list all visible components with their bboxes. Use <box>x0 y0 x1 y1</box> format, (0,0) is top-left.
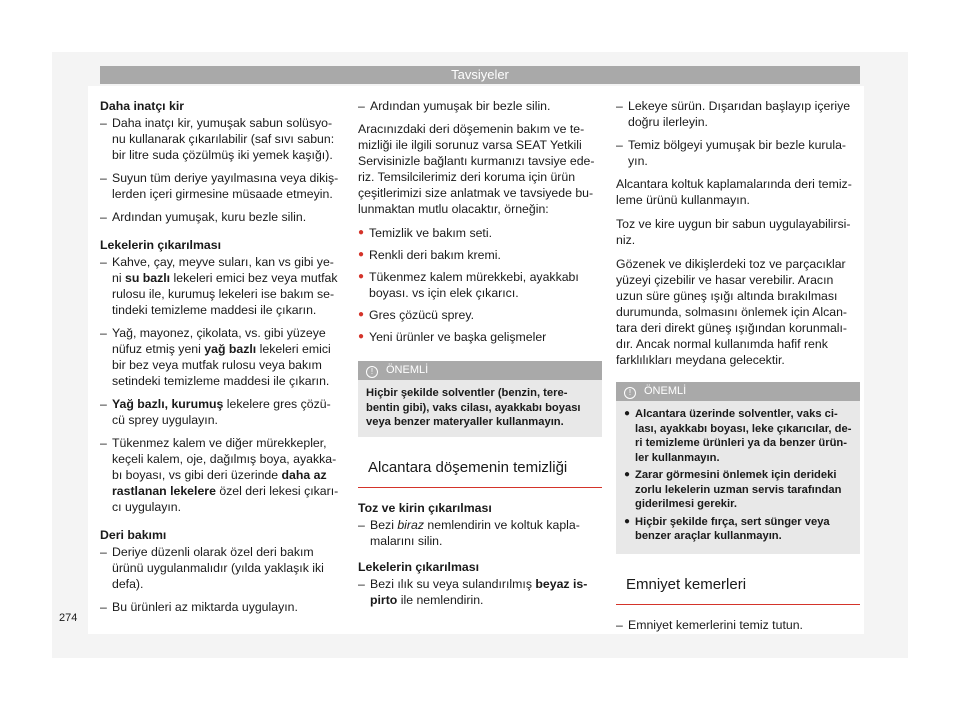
text: Kahve, çay, meyve suları, kan vs gibi ye- ni <box>112 255 334 285</box>
list-item: – Bu ürünleri az miktarda uygulayın. <box>100 599 344 615</box>
list-item: – Ardından yumuşak bir bezle silin. <box>358 98 602 114</box>
subheading: Toz ve kirin çıkarılması <box>358 500 492 515</box>
page-number: 274 <box>59 612 78 624</box>
list-item: – Deriye düzenli olarak özel deri bakım ürünü uygulanmalıdır (yılda yaklaşık iki defa). <box>100 544 344 592</box>
list-item: – Suyun tüm deriye yayılmasına veya dikiş- lerden içeri girmesine müsaade etmeyin. <box>100 170 344 202</box>
page-header: Tavsiyeler <box>100 66 860 84</box>
list-item <box>100 396 344 428</box>
section-heading: Emniyet kemerleri <box>616 576 860 605</box>
column-right <box>616 98 860 640</box>
text: ile nemlendirin. <box>397 592 484 607</box>
note-body: Hiçbir şekilde solventler (benzin, tere- bentin gibi), vaks cilası, ayakkabı boyası veya benzer materyaller kullanmayın. <box>366 387 581 428</box>
bullet-item: ● Temizlik ve bakım seti. <box>358 225 602 241</box>
note-title: ÖNEMLİ <box>644 385 687 397</box>
paragraph: Alcantara koltuk kaplamalarında deri temiz- leme ürünü kullanmayın. <box>616 177 852 207</box>
list-item: – Emniyet kemerlerini temiz tutun. <box>616 617 860 633</box>
warning-note <box>358 361 602 437</box>
bold-text: yağ bazlı <box>204 342 257 356</box>
list-item <box>100 254 344 318</box>
text: Yağ, mayonez, çikolata, vs. gibi yüzeye nüfuz etmiş yeni <box>112 326 326 356</box>
text: Bezi ılık su veya sulandırılmış <box>370 576 536 591</box>
paragraph: Gözenek ve dikişlerdeki toz ve parçacıklar yüzeyi çizebilir ve hasar verebilir. Aracın uzun süre güneş ışığı altında bırakılması durumunda, solmasını önlemek için Alcan- tara deri direkt güneş ışığından korunmalı- dır. Ancak normal kullanımda hafif renk farklılıkları meydana gelecektir. <box>616 257 848 367</box>
bold-text: beyaz is- pirto <box>370 576 588 607</box>
list-item: – Temiz bölgeyi yumuşak bir bezle kurula- yın. <box>616 137 860 169</box>
list-item: – Ardından yumuşak, kuru bezle silin. <box>100 209 344 225</box>
bullet-item: ● Zarar görmesini önlemek için derideki zorlu lekelerin uzman servis tarafından giderilmesi gerekir. <box>624 468 852 512</box>
subheading: Lekelerin çıkarılması <box>358 559 479 574</box>
column-left <box>100 98 344 622</box>
list-item <box>358 576 602 608</box>
note-header <box>616 382 860 401</box>
list-item: – Daha inatçı kir, yumuşak sabun solüsyo- nu kullanarak çıkarılabilir (saf sıvı sabun: bir litre suda çözülmüş iki yemek kaşığı). <box>100 115 344 163</box>
note-title: ÖNEMLİ <box>386 364 429 376</box>
text: lekeleri emici bez veya mutfak rulosu ile, kurumuş lekeleri ise bakım se- tindeki temizleme maddesi ile çıkarın. <box>112 271 338 317</box>
bullet-item: ● Gres çözücü sprey. <box>358 307 602 323</box>
paragraph: Aracınızdaki deri döşemenin bakım ve te- mizliği ile ilgili sorunuz varsa SEAT Yetkili Servisinizle bağlantı kurmanızı tavsiye ede- riz. Temsilcilerimiz deri koruma için ürün çeşitlerimizi size anlatmak ve tavsiyede bu- lunmaktan mutlu olacaktır, örneğin: <box>358 122 595 216</box>
text: nemlendirin ve koltuk kapla- malarını silin. <box>370 517 580 548</box>
text: lekeleri emici bir bez veya mutfak rulosu veya bakım setindeki temizleme maddesi ile çıkarın. <box>112 342 331 388</box>
italic-text: biraz <box>397 517 424 532</box>
subheading: Daha inatçı kir <box>100 99 185 113</box>
list-item <box>100 435 344 515</box>
section-heading: Alcantara döşemenin temizliği <box>358 459 602 488</box>
bullet-item: ● Hiçbir şekilde fırça, sert sünger veya benzer araçlar kullanmayın. <box>624 515 852 544</box>
exclamation-circle-icon: ! <box>366 366 378 378</box>
bullet-item: ● Tükenmez kalem mürekkebi, ayakkabı boyası. vs için elek çıkarıcı. <box>358 269 602 301</box>
list-item: – Lekeye sürün. Dışarıdan başlayıp içeriye doğru ilerleyin. <box>616 98 860 130</box>
text: Bezi <box>370 517 398 532</box>
exclamation-circle-icon: ! <box>624 387 636 399</box>
bullet-item: ● Alcantara üzerinde solventler, vaks ci- lası, ayakkabı boyası, leke çıkarıcılar, de- ri temizleme ürünleri ya da benzer ürün- ler kullanmayın. <box>624 407 852 465</box>
list-item <box>358 517 602 549</box>
bold-text: daha az rastlanan lekelere <box>112 468 327 498</box>
subheading: Deri bakımı <box>100 528 167 542</box>
list-item <box>100 325 344 389</box>
bold-text: Yağ bazlı, kurumuş <box>112 397 224 411</box>
bullet-item: ● Renkli deri bakım kremi. <box>358 247 602 263</box>
note-header <box>358 361 602 380</box>
text: özel deri lekesi çıkarı- cı uygulayın. <box>112 484 339 514</box>
note-body <box>616 401 860 554</box>
text: lekelere gres çözü- cü sprey uygulayın. <box>112 397 331 427</box>
bullet-item: ● Yeni ürünler ve başka gelişmeler <box>358 329 602 345</box>
column-middle <box>358 98 602 615</box>
paragraph: Toz ve kire uygun bir sabun uygulayabilirsi- niz. <box>616 217 851 247</box>
text: Tükenmez kalem ve diğer mürekkepler, keçeli kalem, oje, dağılmış boya, ayakka- bı boyası, vs gibi deri üzerinde <box>112 436 337 482</box>
bold-text: su bazlı <box>125 271 171 285</box>
subheading: Lekelerin çıkarılması <box>100 238 221 252</box>
warning-note <box>616 382 860 554</box>
